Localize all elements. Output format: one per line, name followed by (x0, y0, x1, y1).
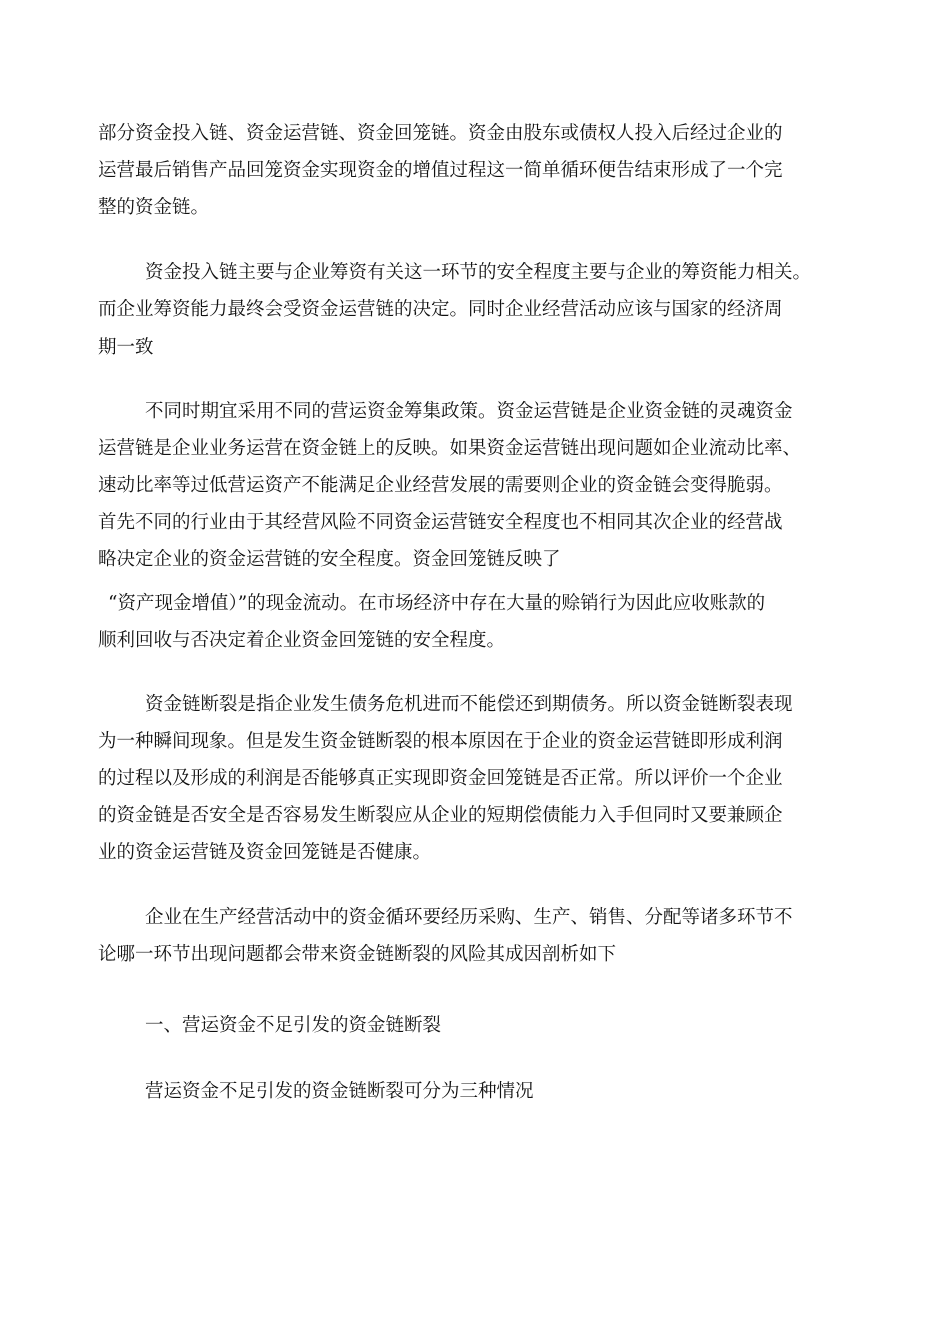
paragraph-line: 期一致 (98, 337, 154, 358)
paragraph-line: 的过程以及形成的利润是否能够真正实现即资金回笼链是否正常。所以评价一个企业 (98, 768, 783, 789)
paragraph-line: 资金链断裂是指企业发生债务危机进而不能偿还到期债务。所以资金链断裂表现 (145, 694, 793, 715)
paragraph-line: 业的资金运营链及资金回笼链是否健康。 (98, 842, 432, 863)
paragraph-line: 运营链是企业业务运营在资金链上的反映。如果资金运营链出现问题如企业流动比率、 (98, 438, 802, 459)
paragraph-line: 顺利回收与否决定着企业资金回笼链的安全程度。 (98, 630, 506, 651)
paragraph-line: 速动比率等过低营运资产不能满足企业经营发展的需要则企业的资金链会变得脆弱。 (98, 475, 783, 496)
paragraph-line: “资产现金增值）”的现金流动。在市场经济中存在大量的赊销行为因此应收账款的 (108, 593, 766, 614)
paragraph-line: 部分资金投入链、资金运营链、资金回笼链。资金由股东或债权人投入后经过企业的 (98, 123, 783, 144)
paragraph-line: 整的资金链。 (98, 197, 210, 218)
paragraph-line: 略决定企业的资金运营链的安全程度。资金回笼链反映了 (98, 549, 561, 570)
paragraph-line: 企业在生产经营活动中的资金循环要经历采购、生产、销售、分配等诸多环节不 (145, 907, 793, 928)
paragraph-line: 资金投入链主要与企业筹资有关这一环节的安全程度主要与企业的筹资能力相关。 (145, 262, 812, 283)
paragraph-line: 不同时期宜采用不同的营运资金筹集政策。资金运营链是企业资金链的灵魂资金 (145, 401, 793, 422)
paragraph-line: 而企业筹资能力最终会受资金运营链的决定。同时企业经营活动应该与国家的经济周 (98, 299, 783, 320)
paragraph-line: 的资金链是否安全是否容易发生断裂应从企业的短期偿债能力入手但同时又要兼顾企 (98, 805, 783, 826)
paragraph-line: 营运资金不足引发的资金链断裂可分为三种情况 (145, 1081, 534, 1102)
section-heading: 一、营运资金不足引发的资金链断裂 (145, 1015, 442, 1036)
paragraph-line: 为一种瞬间现象。但是发生资金链断裂的根本原因在于企业的资金运营链即形成利润 (98, 731, 783, 752)
paragraph-line: 论哪一环节出现问题都会带来资金链断裂的风险其成因剖析如下 (98, 944, 617, 965)
paragraph-line: 运营最后销售产品回笼资金实现资金的增值过程这一简单循环便告结束形成了一个完 (98, 160, 783, 181)
paragraph-line: 首先不同的行业由于其经营风险不同资金运营链安全程度也不相同其次企业的经营战 (98, 512, 783, 533)
